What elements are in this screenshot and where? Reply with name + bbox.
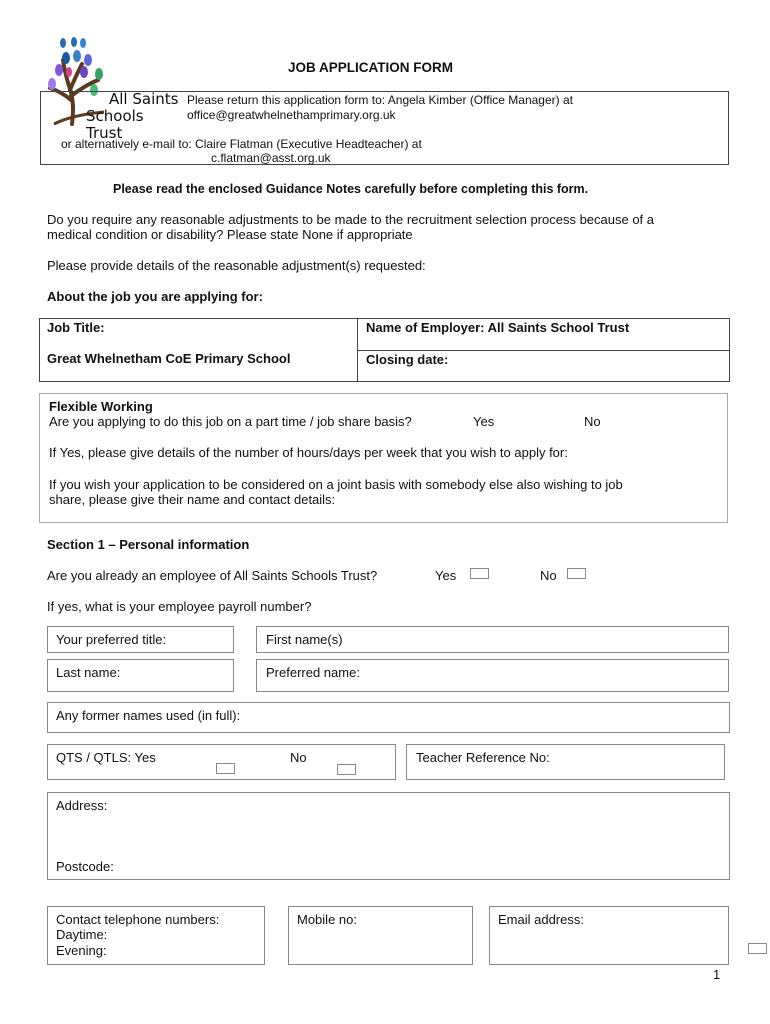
about-job-heading: About the job you are applying for: [47, 289, 263, 304]
email-label: Email address: [498, 912, 584, 927]
flexible-hours-question: If Yes, please give details of the number of hours/days per week that you wish to apply for: [49, 445, 568, 460]
return-email-office[interactable]: office@greatwhelnethamprimary.org.uk [187, 108, 396, 122]
form-title: JOB APPLICATION FORM [288, 60, 453, 75]
employee-question: Are you already an employee of All Saints Schools Trust? [47, 568, 378, 583]
employee-no-checkbox[interactable] [567, 568, 586, 579]
logo-line1: All Saints [109, 90, 179, 108]
flexible-no-option[interactable]: No [584, 414, 601, 429]
guidance-notice: Please read the enclosed Guidance Notes carefully before completing this form. [113, 182, 589, 196]
return-line3: or alternatively e-mail to: Claire Flatman (Executive Headteacher) at [61, 137, 422, 151]
preferred-name-label: Preferred name: [266, 665, 360, 680]
first-names-label: First name(s) [266, 632, 343, 647]
flexible-question: Are you applying to do this job on a part time / job share basis? [49, 414, 412, 429]
last-name-label: Last name: [56, 665, 121, 680]
qts-label: QTS / QTLS: Yes [56, 750, 156, 765]
school-name: Great Whelnetham CoE Primary School [47, 351, 291, 366]
mobile-label: Mobile no: [297, 912, 357, 927]
return-email-head[interactable]: c.flatman@asst.org.uk [211, 151, 331, 165]
payroll-question: If yes, what is your employee payroll number? [47, 599, 312, 614]
qts-yes-checkbox[interactable] [216, 763, 235, 774]
section1-heading: Section 1 – Personal information [47, 537, 250, 552]
contact-telephone-label: Contact telephone numbers: [56, 912, 220, 927]
employee-yes-label: Yes [435, 568, 457, 583]
employee-yes-checkbox[interactable] [470, 568, 489, 579]
address-label: Address: [56, 798, 108, 813]
logo-line2: Schools Trust [86, 107, 144, 142]
former-names-label: Any former names used (in full): [56, 708, 241, 723]
teacher-ref-label: Teacher Reference No: [416, 750, 550, 765]
page-number: 1 [713, 967, 721, 982]
postcode-label: Postcode: [56, 859, 114, 874]
job-title-label: Job Title: [47, 320, 105, 335]
employee-no-label: No [540, 568, 557, 583]
return-line1: Please return this application form to: Angela Kimber (Office Manager) at [187, 93, 573, 107]
adjustments-details-question: Please provide details of the reasonable adjustment(s) requested: [47, 258, 426, 273]
closing-date-label: Closing date: [366, 352, 449, 367]
flexible-yes-option[interactable]: Yes [473, 414, 495, 429]
daytime-label: Daytime: [56, 927, 108, 942]
adjustments-question-line2: medical condition or disability? Please state None if appropriate [47, 227, 413, 242]
flexible-heading: Flexible Working [49, 399, 153, 414]
evening-label: Evening: [56, 943, 107, 958]
table-divider-horizontal [357, 350, 730, 351]
job-share-question-line1: If you wish your application to be considered on a joint basis with somebody else also wishing to job [49, 477, 623, 492]
address-field[interactable] [47, 792, 730, 880]
adjustments-question-line1: Do you require any reasonable adjustments to be made to the recruitment selection process because of a [47, 212, 655, 227]
margin-checkbox[interactable] [748, 943, 767, 954]
job-share-question-line2: share, please give their name and contact details: [49, 492, 336, 507]
qts-no-checkbox[interactable] [337, 764, 356, 775]
preferred-title-label: Your preferred title: [56, 632, 167, 647]
qts-no-label: No [290, 750, 307, 765]
employer-label: Name of Employer: All Saints School Trust [366, 320, 630, 335]
